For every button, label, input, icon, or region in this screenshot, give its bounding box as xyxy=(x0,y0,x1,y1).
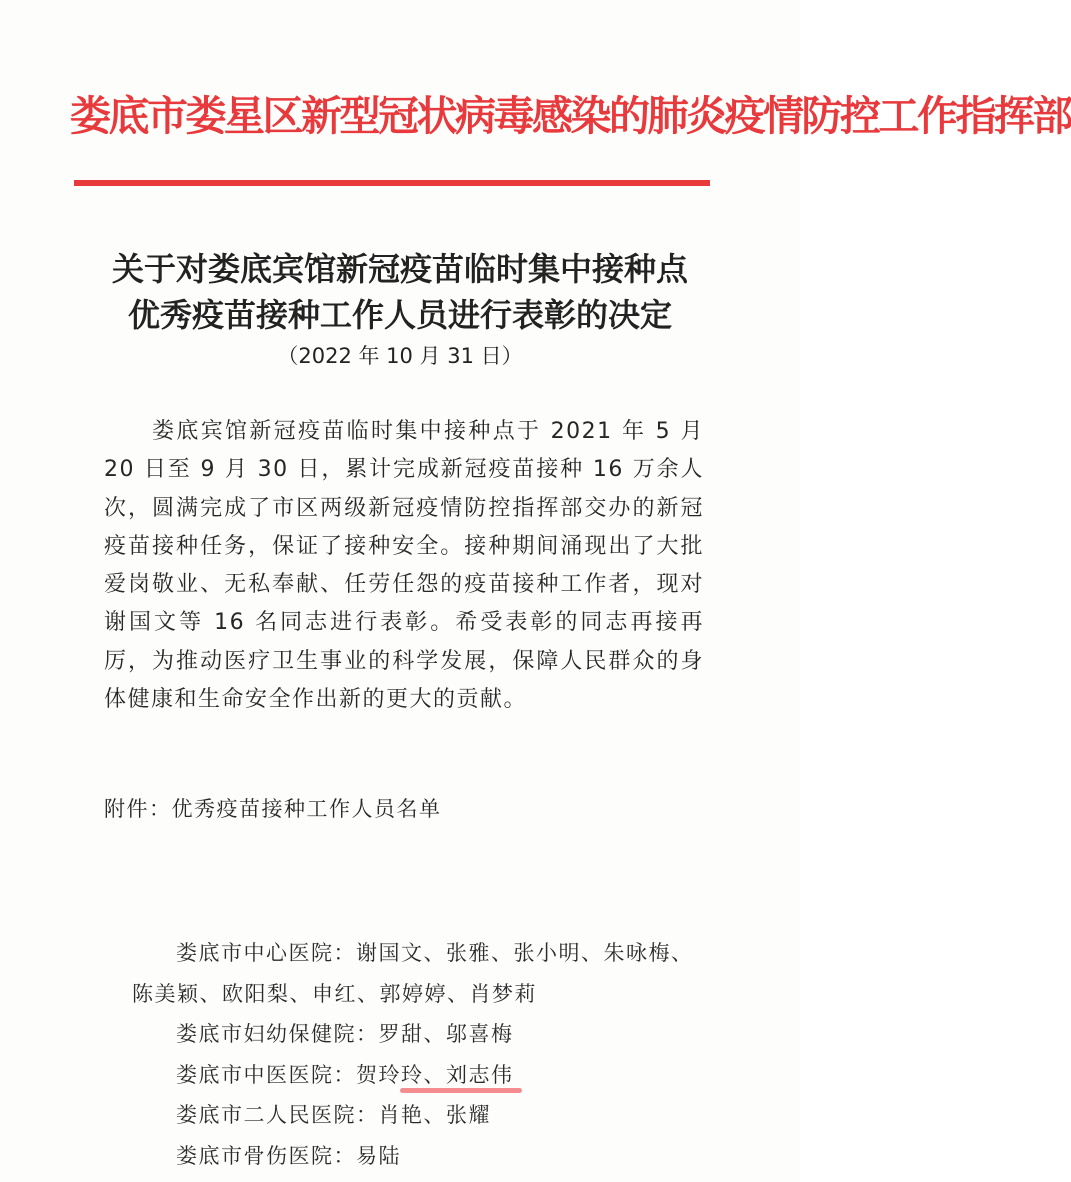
list-item: 娄底市中心医院：谢国文、张雅、张小明、朱咏梅、陈美颖、欧阳梨、申红、郭婷婷、肖梦莉 xyxy=(132,941,694,1006)
document-body-paragraph: 娄底宾馆新冠疫苗临时集中接种点于 2021 年 5 月 20 日至 9 月 30 日，累计完成新冠疫苗接种 16 万余人次，圆满完成了市区两级新冠疫情防控指挥部交办的新冠疫苗接种任务，保证了接种安全。接种期间涌现出了大批爱岗敬业、无私奉献、任劳任怨的疫苗接种工作者，现对谢国文等 16 名同志进行表彰。希受表彰的同志再接再厉，为推动医疗卫生事业的科学发展，保障人民群众的身体健康和生命安全作出新的更大的贡献。 xyxy=(104,419,704,713)
red-underline-highlight xyxy=(400,1088,522,1093)
header-red-rule xyxy=(74,180,710,186)
document-date: （2022 年 10 月 31 日） xyxy=(277,344,523,368)
honoree-name-list xyxy=(132,933,712,1176)
list-item: 娄底市中医医院：贺玲玲、刘志伟 xyxy=(176,1062,514,1087)
document-title-line-2: 优秀疫苗接种工作人员进行表彰的决定 xyxy=(127,296,672,334)
document-title-line-1: 关于对娄底宾馆新冠疫苗临时集中接种点 xyxy=(111,250,688,288)
list-item: 娄底市骨伤医院：易陆 xyxy=(176,1143,401,1168)
attachment-line: 附件：优秀疫苗接种工作人员名单 xyxy=(104,797,442,821)
organization-header: 娄底市娄星区新型冠状病毒感染的肺炎疫情防控工作指挥部 xyxy=(70,92,1071,140)
list-item: 娄底市妇幼保健院：罗甜、邬喜梅 xyxy=(176,1022,514,1046)
list-item: 娄底市二人民医院：肖艳、张耀 xyxy=(176,1103,491,1127)
